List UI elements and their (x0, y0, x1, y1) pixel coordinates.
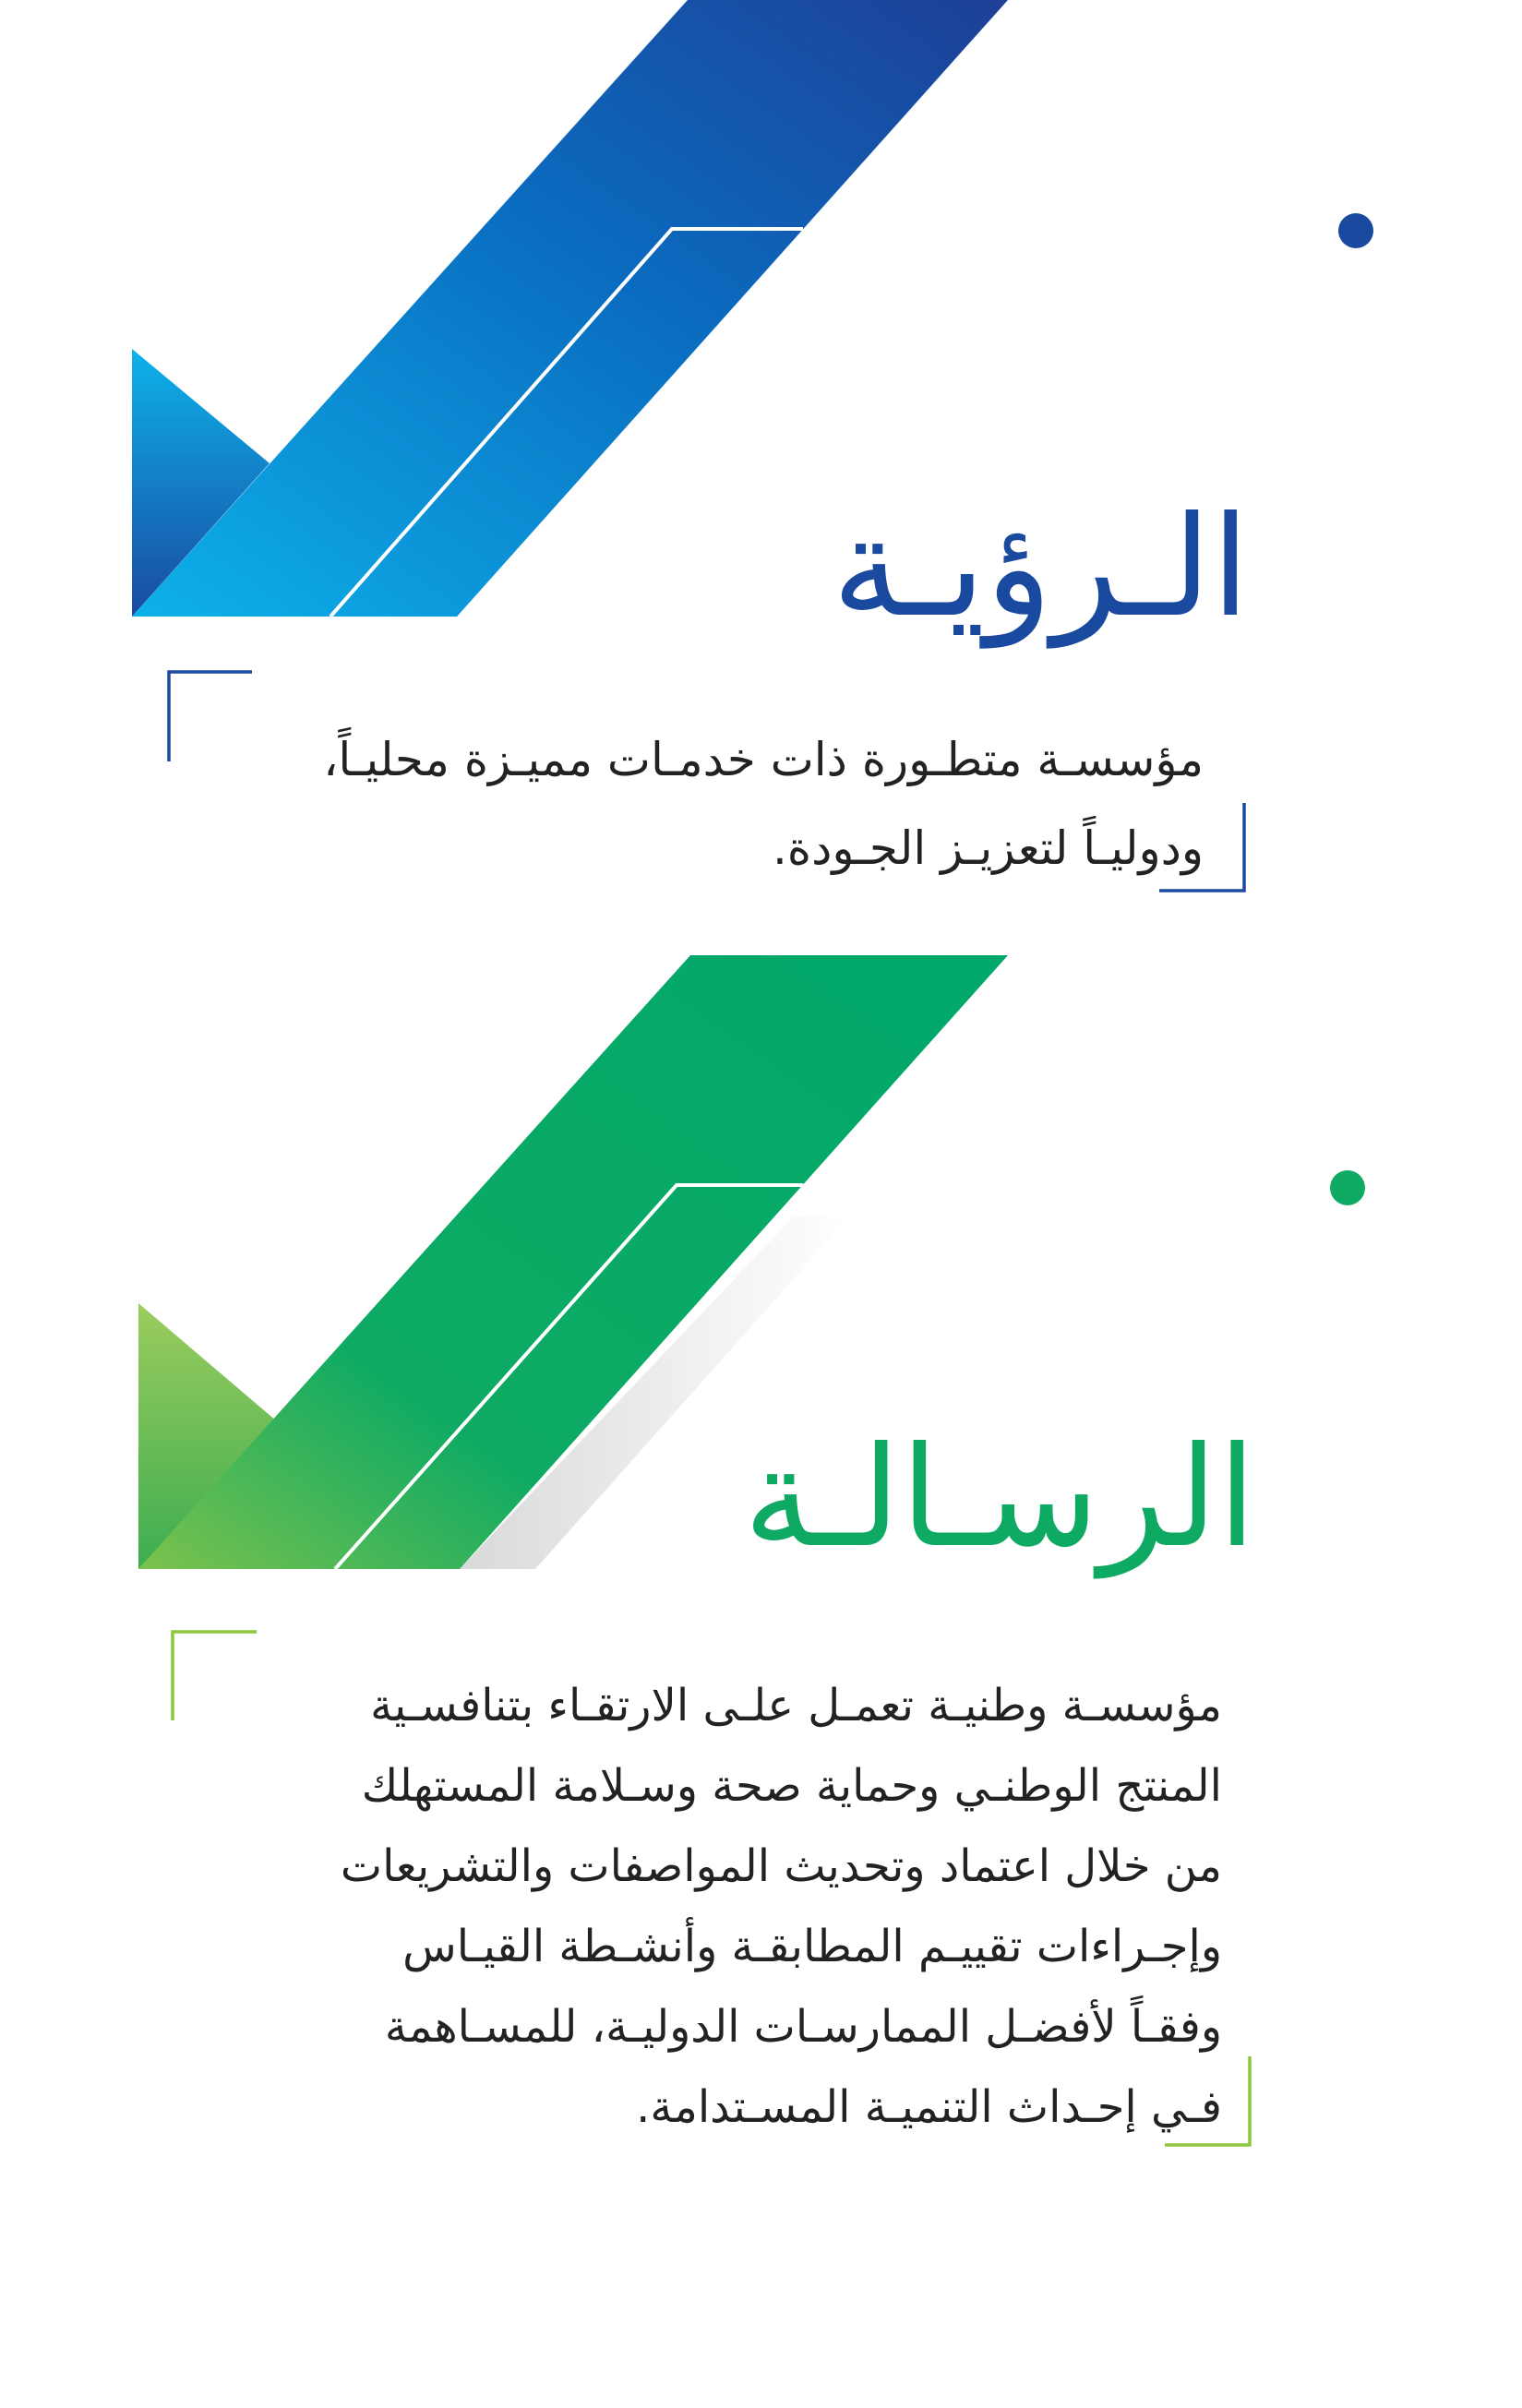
vision-line-1: مؤسسـة متطـورة ذات خدمـات مميـزة محليـاً، (323, 733, 1204, 786)
mission-line-4: وإجـراءات تقييـم المطابقـة وأنشـطة القيـاس (402, 1921, 1222, 1972)
mission-line-1: مؤسسـة وطنيـة تعمـل علـى الارتقـاء بتنافسـية (370, 1680, 1222, 1731)
mission-line-5: وفقـاً لأفضـل الممارسـات الدوليـة، للمسـاهمة (384, 2001, 1222, 2053)
vision-description (142, 715, 1204, 893)
vision-title: الـرؤيـة (832, 487, 1250, 648)
mission-line-3: من خلال اعتماد وتحديث المواصفات والتشريعات (340, 1840, 1222, 1892)
mission-line-2: المنتج الوطنـي وحماية صحة وسـلامة المستهلك (361, 1760, 1222, 1812)
vision-dot-icon (1338, 213, 1373, 248)
mission-dot-icon (1330, 1170, 1365, 1205)
mission-title: الرسـالـة (743, 1418, 1256, 1578)
mission-description (188, 1666, 1222, 2148)
vision-line-2: ودوليـاً لتعزيـز الجـودة. (773, 821, 1204, 875)
mission-line-6: فـي إحـداث التنميـة المسـتدامة. (636, 2081, 1222, 2133)
